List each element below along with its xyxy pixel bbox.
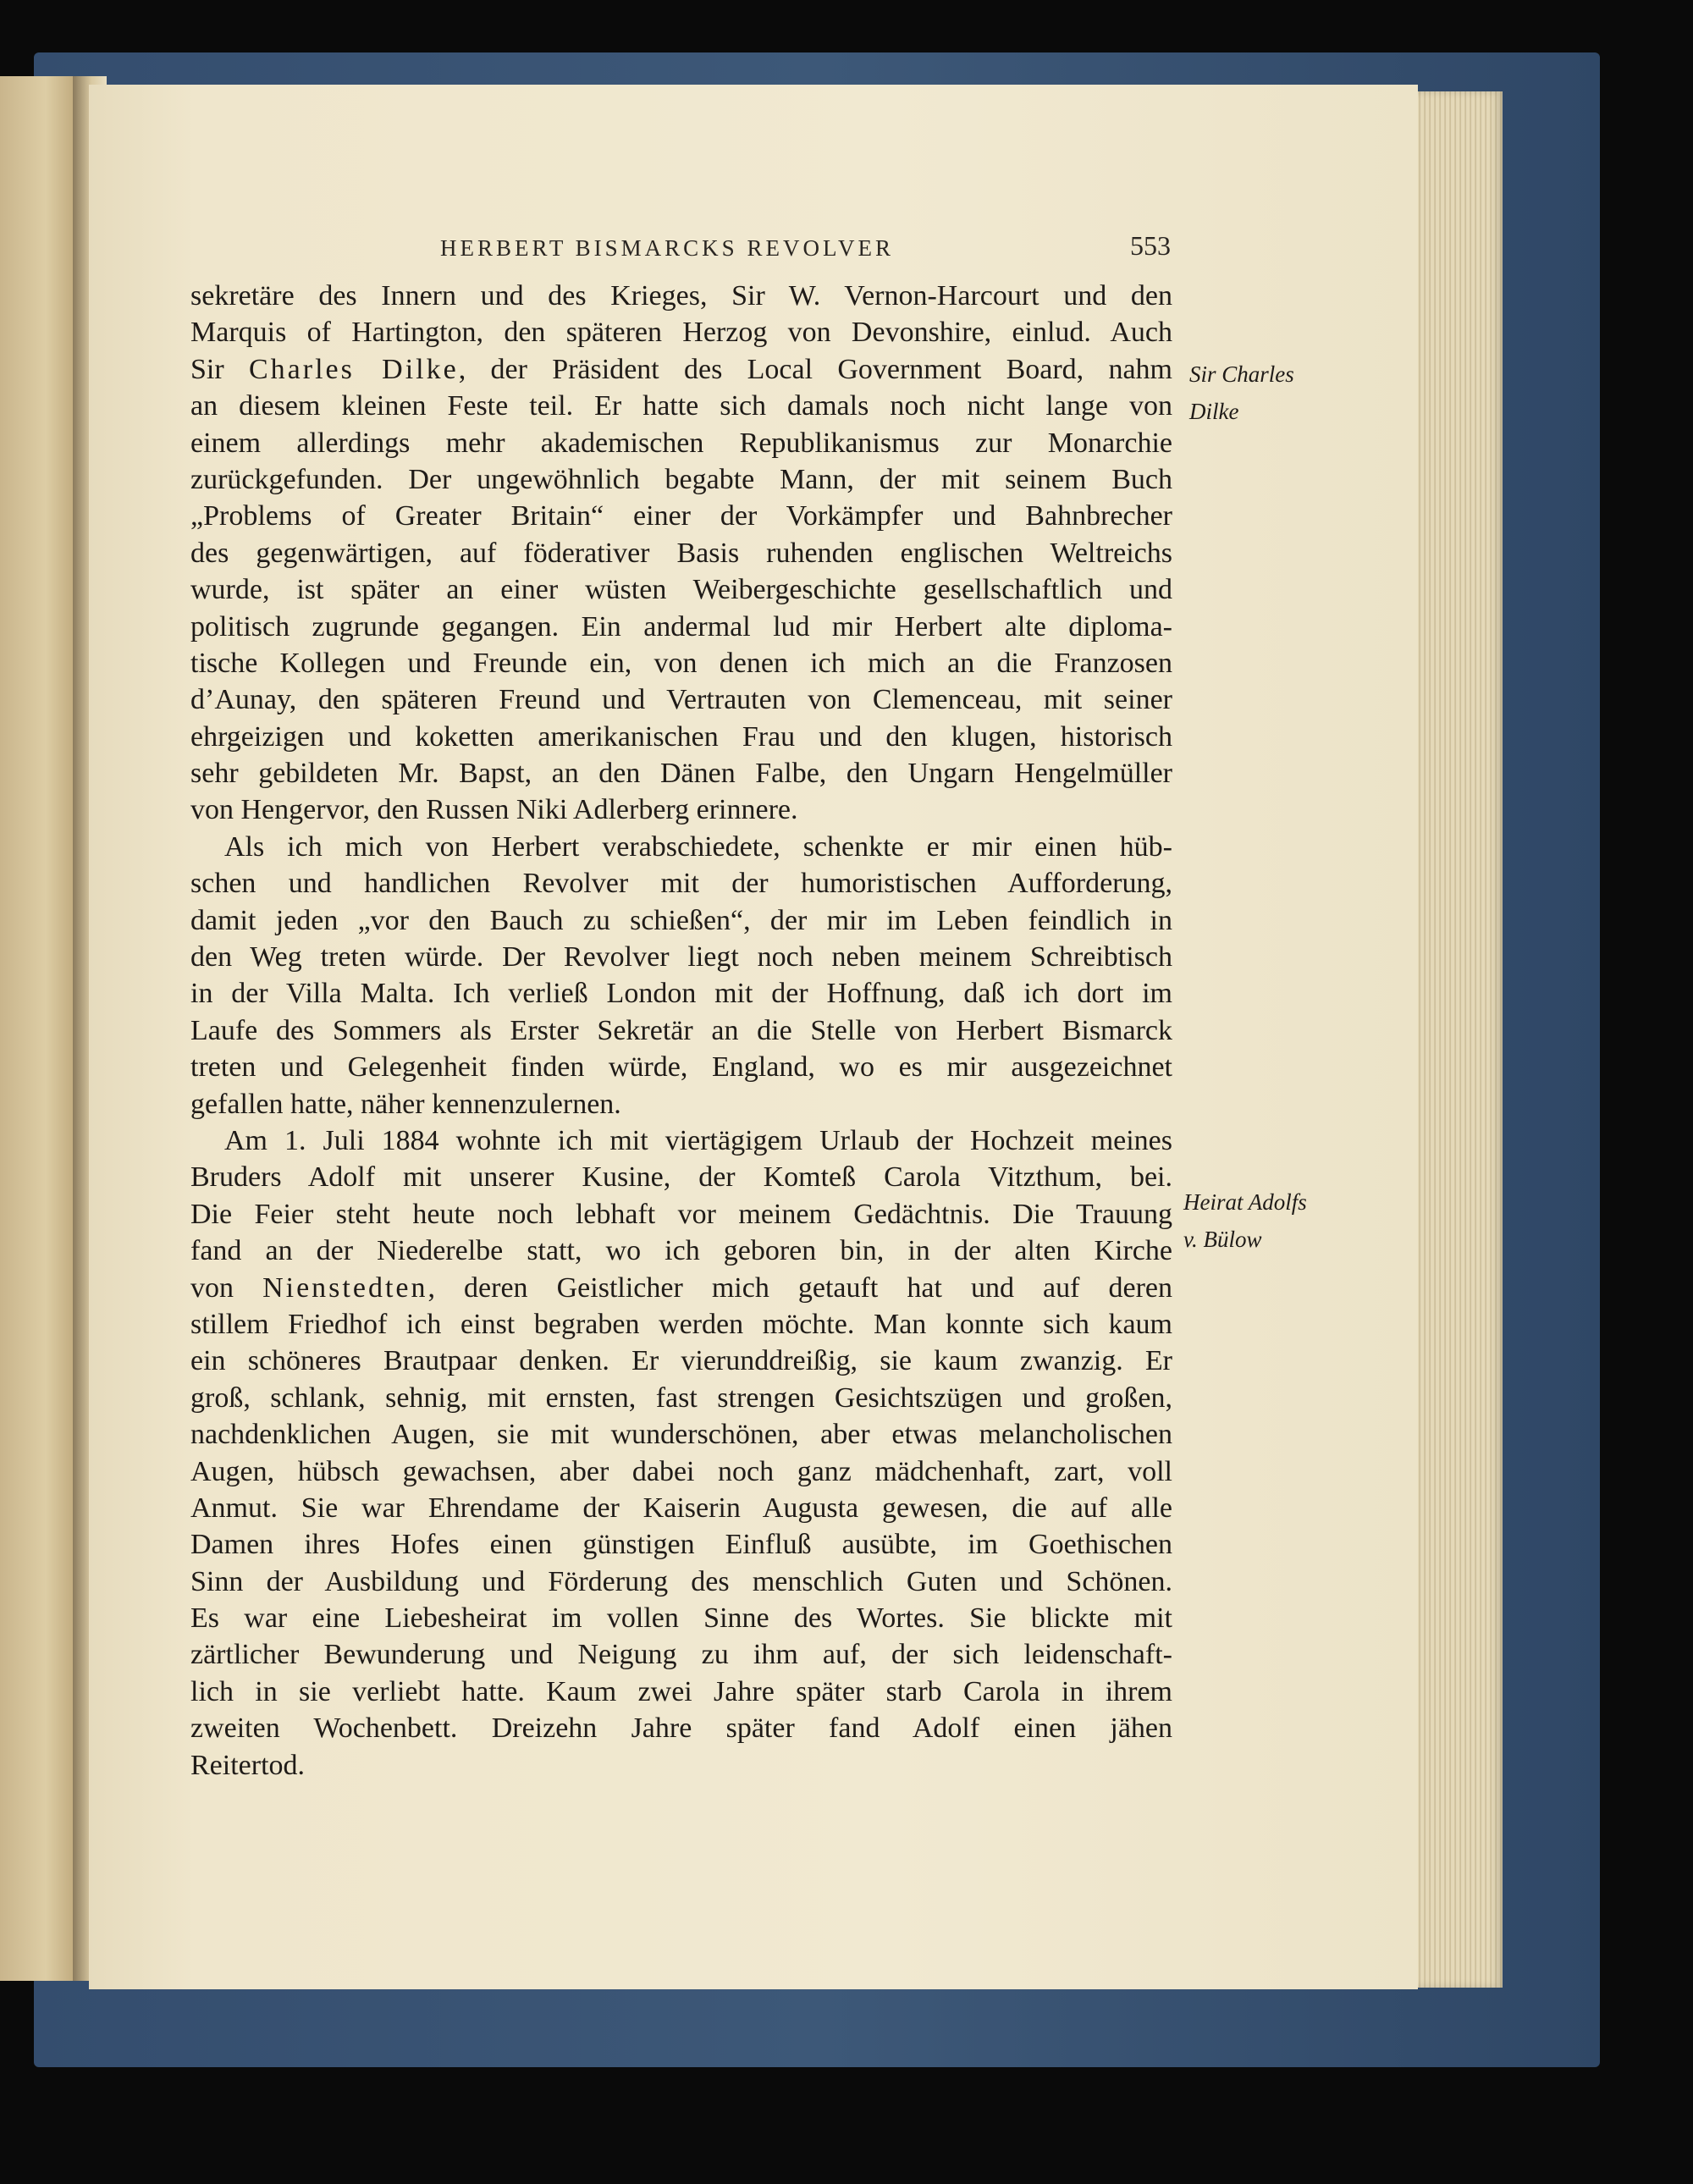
running-head: HERBERT BISMARCKS REVOLVER bbox=[440, 235, 894, 261]
text-line: lich in sie verliebt hatte. Kaum zwei Jahre später starb Carola in ihrem bbox=[190, 1675, 1172, 1707]
text-line: einem allerdings mehr akademischen Republikanismus zur Monarchie bbox=[190, 427, 1172, 459]
text-line: Bruders Adolf mit unserer Kusine, der Komteß Carola Vitzthum, bei. bbox=[190, 1161, 1172, 1194]
text-line: Es war eine Liebesheirat im vollen Sinne des Wortes. Sie blickte mit bbox=[190, 1602, 1172, 1635]
text-line: zärtlicher Bewunderung und Neigung zu ihm auf, der sich leidenschaft- bbox=[190, 1639, 1172, 1671]
text-line: zurückgefunden. Der ungewöhnlich begabte Mann, der mit seinem Buch bbox=[190, 463, 1172, 495]
text-line: tische Kollegen und Freunde ein, von denen ich mich an die Franzosen bbox=[190, 647, 1172, 679]
text-line: Augen, hübsch gewachsen, aber dabei noch ganz mädchenhaft, zart, voll bbox=[190, 1455, 1172, 1487]
text-line: gefallen hatte, näher kennenzulernen. bbox=[190, 1088, 621, 1120]
text-line bbox=[190, 1270, 1172, 1306]
margin-note-line: Sir Charles bbox=[1189, 361, 1294, 387]
margin-note-line: Dilke bbox=[1189, 399, 1239, 424]
text-line: Marquis of Hartington, den späteren Herzog von Devonshire, einlud. Auch bbox=[190, 317, 1172, 349]
text-line: den Weg treten würde. Der Revolver liegt noch neben meinem Schreibtisch bbox=[190, 941, 1172, 973]
page-number: 553 bbox=[1130, 230, 1171, 261]
text-line: Als ich mich von Herbert verabschiedete, schenkte er mir einen hüb- bbox=[224, 830, 1172, 863]
left-page-edge bbox=[0, 76, 76, 1981]
text-line bbox=[190, 351, 1172, 388]
text-segment: von bbox=[190, 1271, 263, 1304]
text-line: Sinn der Ausbildung und Förderung des menschlich Guten und Schönen. bbox=[190, 1565, 1172, 1597]
spaced-name: Nienstedten bbox=[262, 1271, 428, 1304]
text-line: Am 1. Juli 1884 wohnte ich mit viertägigem Urlaub der Hochzeit meines bbox=[224, 1124, 1172, 1156]
text-line: groß, schlank, sehnig, mit ernsten, fast strengen Gesichtszügen und großen, bbox=[190, 1382, 1172, 1414]
margin-note-line: Heirat Adolfs bbox=[1183, 1189, 1307, 1215]
text-line: schen und handlichen Revolver mit der humoristischen Aufforderung, bbox=[190, 868, 1172, 900]
text-line: zweiten Wochenbett. Dreizehn Jahre später fand Adolf einen jähen bbox=[190, 1712, 1172, 1745]
text-segment: , der Präsident des Local Government Board, nahm bbox=[458, 353, 1173, 385]
text-line: politisch zugrunde gegangen. Ein andermal lud mir Herbert alte diploma- bbox=[190, 610, 1172, 643]
text-line: d’Aunay, den späteren Freund und Vertrauten von Clemenceau, mit seiner bbox=[190, 684, 1172, 716]
text-line: Reitertod. bbox=[190, 1749, 306, 1781]
text-line: nachdenklichen Augen, sie mit wunderschönen, aber etwas melancholischen bbox=[190, 1419, 1172, 1451]
text-line: treten und Gelegenheit finden würde, England, wo es mir ausgezeichnet bbox=[190, 1051, 1172, 1084]
text-line: Laufe des Sommers als Erster Sekretär an die Stelle von Herbert Bismarck bbox=[190, 1014, 1172, 1046]
margin-note-line: v. Bülow bbox=[1183, 1227, 1262, 1252]
text-line: von Hengervor, den Russen Niki Adlerberg erinnere. bbox=[190, 794, 798, 826]
text-line: damit jeden „vor den Bauch zu schießen“, der mir im Leben feindlich in bbox=[190, 904, 1172, 936]
spaced-name: Charles Dilke bbox=[248, 353, 459, 385]
text-line: sekretäre des Innern und des Krieges, Sir W. Vernon-Harcourt und den bbox=[190, 280, 1172, 312]
text-line: sehr gebildeten Mr. Bapst, an den Dänen Falbe, den Ungarn Hengelmüller bbox=[190, 758, 1172, 790]
margin-note-sir-charles-dilke bbox=[1189, 356, 1294, 430]
text-line: stillem Friedhof ich einst begraben werden möchte. Man konnte sich kaum bbox=[190, 1308, 1172, 1340]
text-line: Anmut. Sie war Ehrendame der Kaiserin Augusta gewesen, die auf alle bbox=[190, 1492, 1172, 1524]
text-line: an diesem kleinen Feste teil. Er hatte sich damals noch nicht lange von bbox=[190, 390, 1172, 422]
text-line: „Problems of Greater Britain“ einer der Vorkämpfer und Bahnbrecher bbox=[190, 500, 1172, 532]
text-line: fand an der Niederelbe statt, wo ich geboren bin, in der alten Kirche bbox=[190, 1235, 1172, 1267]
text-line: wurde, ist später an einer wüsten Weibergeschichte gesellschaftlich und bbox=[190, 574, 1172, 606]
text-line: in der Villa Malta. Ich verließ London mit der Hoffnung, daß ich dort im bbox=[190, 978, 1172, 1010]
text-line: ehrgeizigen und koketten amerikanischen Frau und den klugen, historisch bbox=[190, 720, 1172, 753]
text-line: ein schöneres Brautpaar denken. Er vierunddreißig, sie kaum zwanzig. Er bbox=[190, 1345, 1172, 1377]
text-segment: Sir bbox=[190, 353, 249, 385]
text-line: Die Feier steht heute noch lebhaft vor meinem Gedächtnis. Die Trauung bbox=[190, 1198, 1172, 1230]
margin-note-heirat-adolfs bbox=[1183, 1183, 1307, 1258]
text-line: des gegenwärtigen, auf föderativer Basis ruhenden englischen Weltreichs bbox=[190, 537, 1172, 569]
text-line: Damen ihres Hofes einen günstigen Einfluß ausübte, im Goethischen bbox=[190, 1529, 1172, 1561]
body-text bbox=[190, 278, 1172, 1784]
text-segment: , deren Geistlicher mich getauft hat und auf deren bbox=[427, 1271, 1173, 1304]
